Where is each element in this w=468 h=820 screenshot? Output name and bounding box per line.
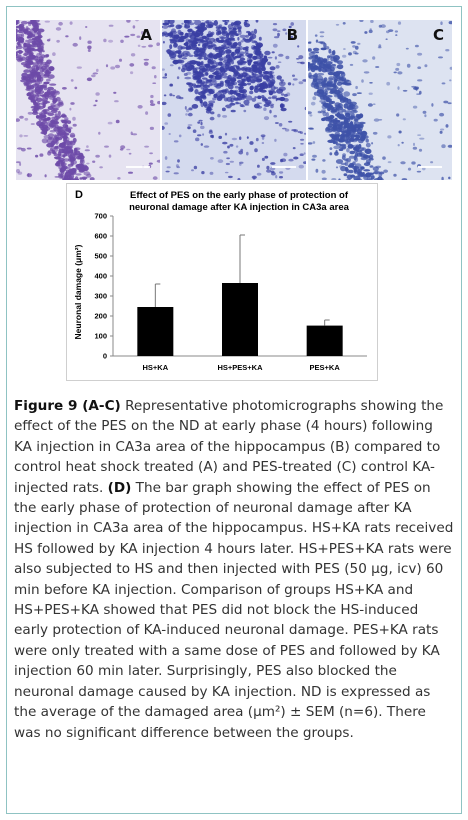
- x-tick-label: HS+PES+KA: [217, 363, 263, 372]
- bar: [222, 283, 258, 356]
- photomicrograph-c-image: [308, 20, 452, 180]
- figure-caption: [14, 396, 454, 743]
- y-tick-label: 600: [94, 231, 107, 241]
- y-tick-label: 100: [94, 331, 107, 341]
- y-tick-label: 400: [94, 271, 107, 281]
- y-tick-label: 200: [94, 311, 107, 321]
- chart-panel-label: D: [75, 189, 83, 201]
- photomicrograph-a-image: [16, 20, 160, 180]
- caption-text-part1: Representative photomicrographs showing the effect of the PES on the ND at early phase (4 hours) following KA injection in CA3a area of the hippocampus (B) compared to control heat shock treated (A) and PES-treated (C) control KA-injected rats.: [14, 398, 444, 496]
- photomicrograph-row: [16, 20, 452, 180]
- y-tick-label: 300: [94, 291, 107, 301]
- chart-title-line2: neuronal damage after KA injection in CA3a area: [129, 202, 349, 213]
- y-tick-label: 0: [102, 351, 107, 361]
- panel-label-b: B: [286, 26, 298, 44]
- bar: [137, 307, 173, 356]
- chart-y-axis-label: Neuronal damage (μm²): [73, 244, 83, 340]
- bar-chart-d: [66, 183, 378, 381]
- caption-figure-label: Figure 9 (A-C): [14, 398, 121, 414]
- photomicrograph-a: [16, 20, 160, 180]
- photomicrograph-b-image: [162, 20, 306, 180]
- x-tick-label: PES+KA: [309, 363, 340, 372]
- chart-title-line1: Effect of PES on the early phase of protection of: [130, 190, 348, 201]
- photomicrograph-b: [162, 20, 306, 180]
- bar: [307, 326, 343, 356]
- panel-label-c: C: [432, 26, 444, 44]
- photomicrograph-c: [308, 20, 452, 180]
- caption-d-label: (D): [107, 479, 132, 496]
- y-tick-label: 700: [94, 211, 107, 221]
- x-tick-label: HS+KA: [142, 363, 169, 372]
- y-tick-label: 500: [94, 251, 107, 261]
- panel-label-a: A: [140, 26, 152, 44]
- caption-text-part2: The bar graph showing the effect of PES on the early phase of protection of neuronal damage after KA injection in CA3a area of the hippocampus. HS+KA rats received HS followed by KA injection 4 hours later. HS+PES+KA rats were also subjected to HS and then injected with PES (50 µg, icv) 60 min before KA injection. Comparison of groups HS+KA and HS+PES+KA showed that PES did not block the HS-induced early protection of KA-induced neuronal damage. PES+KA rats were only treated with a same dose of PES and followed by KA injection 60 min later. Surprisingly, PES also blocked the neuronal damage caused by KA injection. ND is expressed as the average of the damaged area (µm²) ± SEM (n=6). There was no significant difference between the groups.: [14, 479, 454, 741]
- bar-chart-svg: [67, 184, 377, 380]
